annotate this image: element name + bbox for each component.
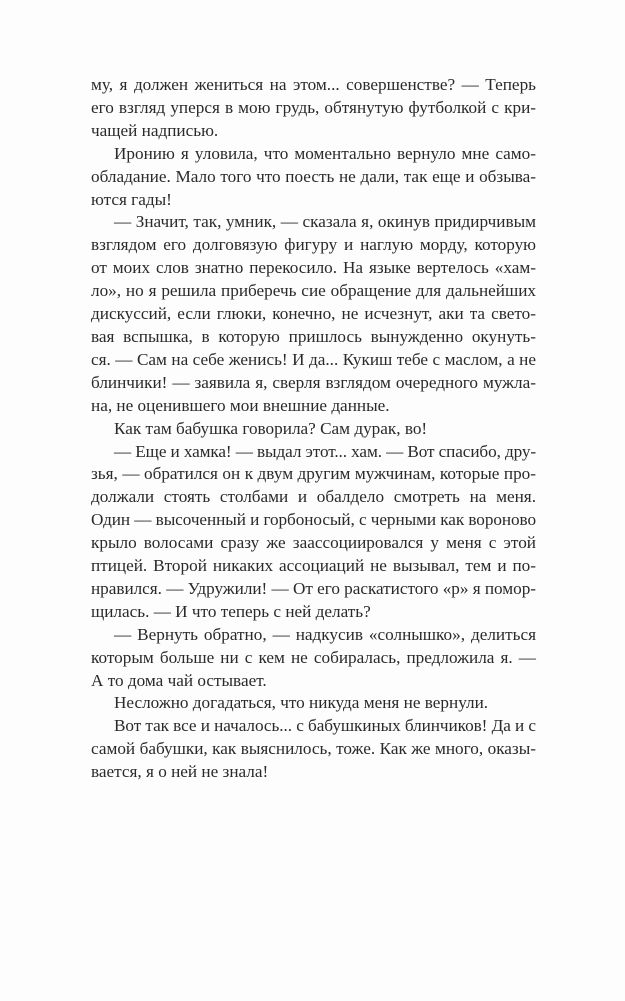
text-line: птицей. Второй никаких ассоциаций не вызывал, тем и по- bbox=[91, 556, 536, 576]
paragraph bbox=[91, 211, 536, 417]
text-line: — Значит, так, умник, — сказала я, окинув придирчивым bbox=[114, 212, 536, 232]
text-line: Как там бабушка говорила? Сам дурак, во! bbox=[114, 418, 428, 438]
text-line: чащей надписью. bbox=[91, 120, 219, 140]
text-line: зья, — обратился он к двум другим мужчинам, которые про- bbox=[91, 464, 536, 484]
text-line: должали стоять столбами и обалдело смотреть на меня. bbox=[91, 487, 536, 507]
paragraph bbox=[91, 624, 536, 693]
text-line: — Еще и хамка! — выдал этот... хам. — Вот спасибо, дру- bbox=[114, 441, 536, 461]
paragraph bbox=[91, 692, 536, 715]
text-line: которым больше ни с кем не собиралась, предложила я. — bbox=[91, 647, 536, 667]
text-line: нравился. — Удружили! — От его раскатистого «р» я помор- bbox=[91, 578, 536, 598]
text-line: крыло волосами сразу же заассоциировался у меня с этой bbox=[91, 533, 536, 553]
paragraph bbox=[91, 418, 536, 441]
text-line: ся. — Сам на себе женись! И да... Кукиш тебе с маслом, а не bbox=[91, 349, 536, 369]
text-line: Несложно догадаться, что никуда меня не вернули. bbox=[114, 693, 489, 713]
paragraph bbox=[91, 441, 536, 624]
text-line: на, не оценившего мои внешние данные. bbox=[91, 395, 390, 415]
text-line: Вот так все и началось... с бабушкиных блинчиков! Да и с bbox=[114, 716, 536, 736]
paragraph bbox=[91, 143, 536, 212]
text-line: ются гады! bbox=[91, 189, 172, 209]
text-line: от моих слов знатно перекосило. На языке вертелось «хам- bbox=[91, 258, 536, 278]
text-line: Иронию я уловила, что моментально вернуло мне само- bbox=[114, 143, 536, 163]
text-line: вая вспышка, в которую пришлось вынужденно окунуть- bbox=[91, 326, 536, 346]
text-line: блинчики! — заявила я, сверля взглядом очередного мужла- bbox=[91, 372, 536, 392]
text-line: дискуссий, если глюки, конечно, не исчезнут, аки та свето- bbox=[91, 304, 536, 324]
text-line: Один — высоченный и горбоносый, с черными как вороново bbox=[91, 510, 536, 530]
text-line: щилась. — И что теперь с ней делать? bbox=[91, 601, 371, 621]
text-line: самой бабушки, как выяснилось, тоже. Как же много, оказы- bbox=[91, 739, 536, 759]
text-line: его взгляд уперся в мою грудь, обтянутую футболкой с кри- bbox=[91, 97, 536, 117]
paragraph bbox=[91, 74, 536, 143]
text-line: взглядом его долговязую фигуру и наглую морду, которую bbox=[91, 235, 536, 255]
text-line: вается, я о ней не знала! bbox=[91, 762, 269, 782]
text-line: обладание. Мало того что поесть не дали, так еще и обзыва- bbox=[91, 166, 536, 186]
text-line: А то дома чай остывает. bbox=[91, 670, 267, 690]
text-line: му, я должен жениться на этом... совершенстве? — Теперь bbox=[91, 75, 536, 94]
text-line: ло», но я решила приберечь сие обращение для дальнейших bbox=[91, 281, 536, 301]
paragraph bbox=[91, 715, 536, 784]
body-text bbox=[91, 74, 536, 784]
text-line: — Вернуть обратно, — надкусив «солнышко», делиться bbox=[114, 624, 536, 644]
